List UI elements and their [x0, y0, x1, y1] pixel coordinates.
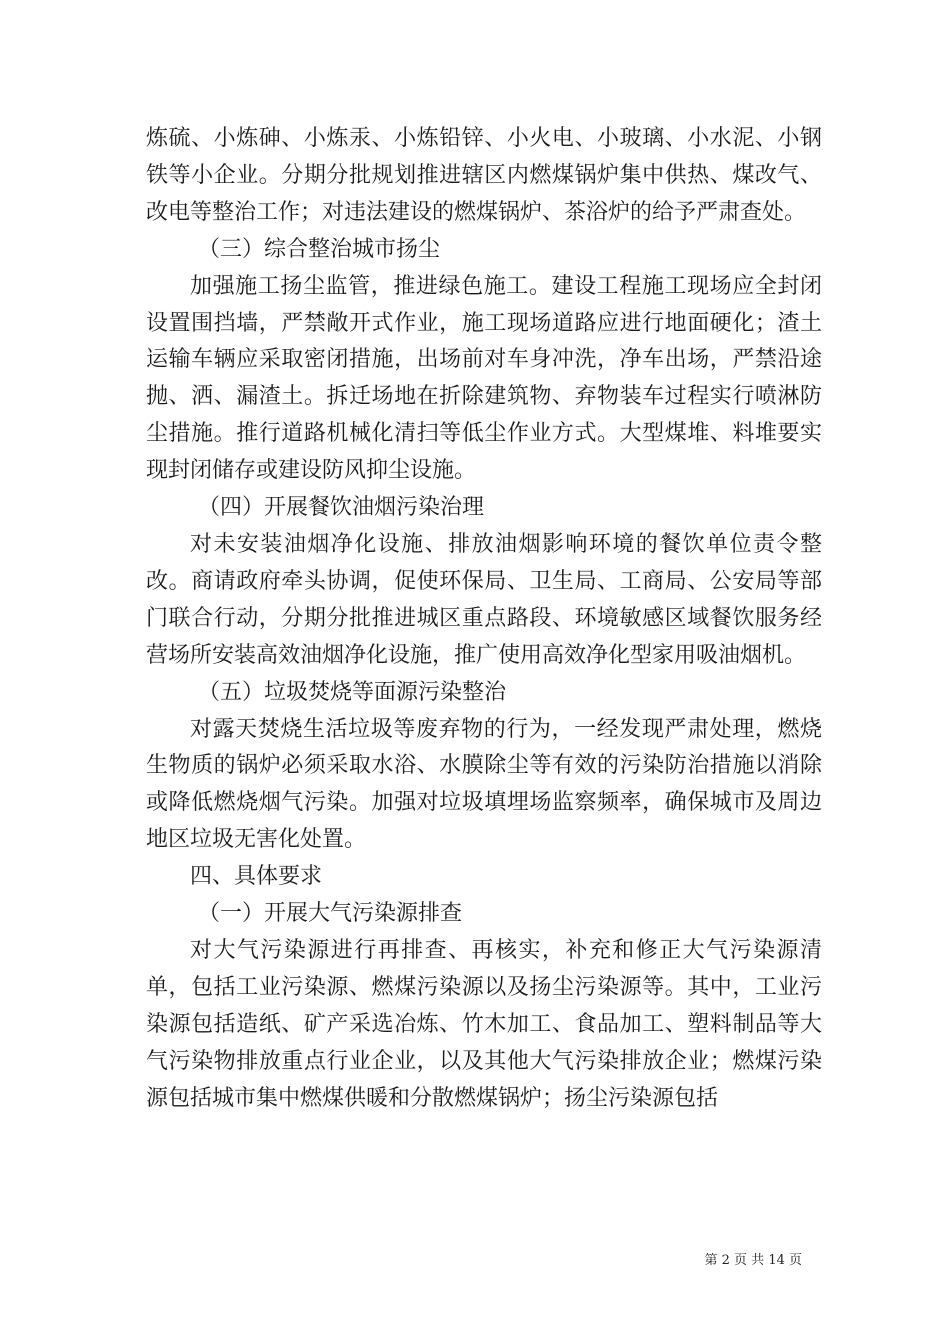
- heading-section-3: （三）综合整治城市扬尘: [198, 236, 441, 262]
- heading-subsection-1: （一）开展大气污染源排查: [198, 901, 463, 927]
- document-body: [146, 121, 822, 1117]
- page-number-footer: 第 2 页 共 14 页: [704, 1253, 802, 1268]
- paragraph-continued: 炼硫、小炼砷、小炼汞、小炼铅锌、小火电、小玻璃、小水泥、小钢铁等小企业。分期分批规划推进辖区内燃煤锅炉集中供热、煤改气、改电等整治工作；对违法建设的燃煤锅炉、茶浴炉的给予严肃查处。: [146, 126, 822, 225]
- paragraph-waste-burning: 对露天焚烧生活垃圾等废弃物的行为，一经发现严肃处理，燃烧生物质的锅炉必须采取水浴、水膜除尘等有效的污染防治措施以消除或降低燃烧烟气污染。加强对垃圾填埋场监察频率，确保城市及周边地区垃圾无害化处置。: [146, 716, 822, 853]
- paragraph-dust-control: 加强施工扬尘监管，推进绿色施工。建设工程施工现场应全封闭设置围挡墙，严禁敞开式作业，施工现场道路应进行地面硬化；渣土运输车辆应采取密闭措施，出场前对车身冲洗，净车出场，严禁沿途抛、洒、漏渣土。拆迁场地在折除建筑物、弃物装车过程实行喷淋防尘措施。推行道路机械化清扫等低尘作业方式。大型煤堆、料堆要实现封闭储存或建设防风抑尘设施。: [146, 273, 822, 484]
- paragraph-pollution-survey: 对大气污染源进行再排查、再核实，补充和修正大气污染源清单，包括工业污染源、燃煤污染源以及扬尘污染源等。其中，工业污染源包括造纸、矿产采选冶炼、竹木加工、食品加工、塑料制品等大气污染物排放重点行业企业，以及其他大气污染排放企业；燃煤污染源包括城市集中燃煤供暖和分散燃煤锅炉；扬尘污染源包括: [146, 937, 822, 1111]
- heading-section-5: （五）垃圾焚烧等面源污染整治: [198, 679, 507, 705]
- paragraph-cooking-fumes: 对未安装油烟净化设施、排放油烟影响环境的餐饮单位责令整改。商请政府牵头协调，促使环保局、卫生局、工商局、公安局等部门联合行动，分期分批推进城区重点路段、环境敏感区域餐饮服务经营场所安装高效油烟净化设施，推广使用高效净化型家用吸油烟机。: [146, 531, 822, 668]
- section-title-requirements: 四、具体要求: [190, 864, 323, 890]
- heading-section-4: （四）开展餐饮油烟污染治理: [198, 495, 485, 521]
